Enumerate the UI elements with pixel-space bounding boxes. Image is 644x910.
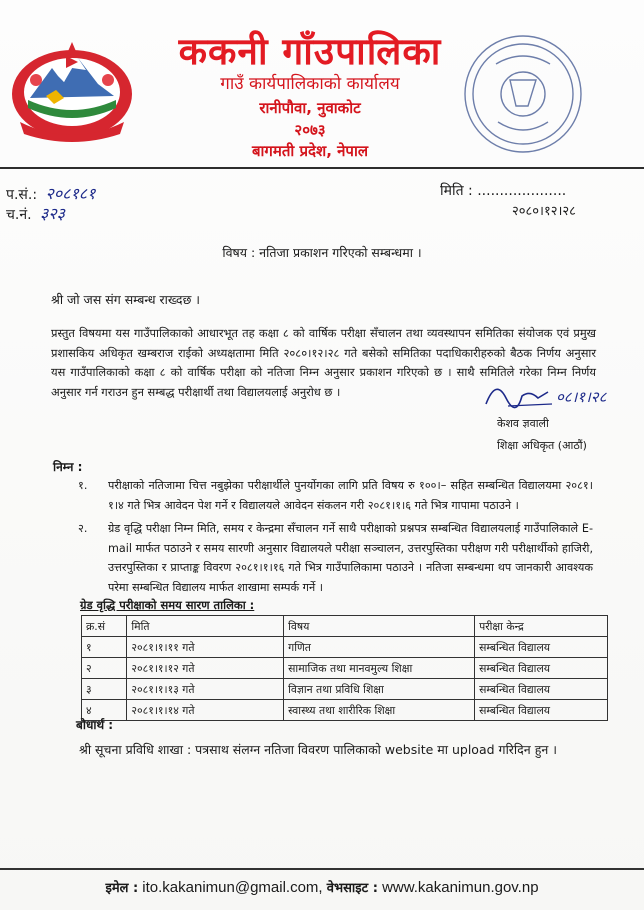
table-cell: सम्बन्धित विद्यालय (475, 679, 608, 700)
website-label: वेभसाइट : (326, 881, 378, 896)
dispatch-number-value: ३२३ (40, 204, 65, 223)
table-row (82, 637, 608, 658)
ref-number-value: २०८१८१ (45, 184, 96, 203)
table-cell: विज्ञान तथा प्रविधि शिक्षा (284, 679, 475, 700)
nepal-emblem-icon (6, 38, 138, 142)
table-header-cell: विषय (284, 616, 475, 637)
list-item-number: १. (78, 479, 88, 492)
table-cell: स्वास्थ्य तथा शारीरिक शिक्षा (284, 700, 475, 721)
date-value: २०८०।१२।२८ (512, 204, 576, 219)
established-year: २०७३ (294, 121, 326, 139)
office-name: गाउँ कार्यपालिकाको कार्यालय (220, 74, 400, 94)
table-header-cell: क्र.सं (82, 616, 127, 637)
schedule-caption: ग्रेड वृद्धि परीक्षाको समय सारण तालिका : (80, 598, 255, 612)
email-label: इमेल : (105, 881, 139, 896)
table-header-cell: परीक्षा केन्द्र (475, 616, 608, 637)
signatory-name: केशव ज्ञवाली (497, 417, 549, 430)
table-cell: १ (82, 637, 127, 658)
list-item-text: ग्रेड वृद्धि परीक्षा निम्न मिति, समय र केन्द्रमा सँचालन गर्ने साथै परीक्षाको प्रश्नपत्र सम्बन्धित विद्यालयलाई गाउँपालिकाले E-mail मार्फत पठाउने र समय सारणी अनुसार विद्यालयले परीक्षा सञ्चालन, उत्तरपुस्तिका परीक्षण गरी परीक्षार्थीको हाजिरी, उत्तरपुस्तिका र प्राप्ताङ्क विवरण २०८१।१।१६ गते भित्र गाउँपालिकामा पठाउने । नतिजा सम्बन्धमा थप जानकारी आवश्यक परेमा सम्बन्धित विद्यालय मार्फत शाखामा सम्पर्क गर्ने । (108, 522, 593, 594)
footer (0, 878, 644, 896)
office-address: रानीपौवा, नुवाकोट (259, 99, 361, 117)
signatory-title: शिक्षा अधिकृत (आठौं) (497, 439, 587, 452)
table-cell: २०८१।१।११ गते (127, 637, 284, 658)
table-header-row (82, 616, 608, 637)
cc-label: बोधार्थ : (76, 718, 114, 732)
municipality-title: ककनी गाँउपालिका (178, 30, 442, 73)
table-cell: सामाजिक तथा मानवमुल्य शिक्षा (284, 658, 475, 679)
table-cell: सम्बन्धित विद्यालय (475, 637, 608, 658)
ref-number-label: प.सं.: (6, 187, 38, 203)
table-cell: २०८१।१।१२ गते (127, 658, 284, 679)
letter-subject: विषय : नतिजा प्रकाशन गरिएको सम्बन्धमा । (222, 245, 422, 260)
header-divider (0, 167, 644, 169)
list-item (78, 519, 598, 599)
province-name: बागमती प्रदेश, नेपाल (251, 142, 369, 160)
table-cell: २ (82, 658, 127, 679)
list-item (78, 476, 598, 516)
footer-divider (0, 868, 644, 870)
list-item-text: परीक्षाको नतिजामा चित्त नबुझेका परीक्षार्थीले पुनर्योगका लागि प्रति विषय रु १००।– सहित सम्बन्धित विद्यालयमा २०८१।१।४ गते भित्र आवेदन पेश गर्ने र विद्यालयले आवेदन संकलन गरी २०८१।१।६ गते भित्र गापामा पठाउने । (108, 479, 593, 512)
dispatch-number-label: च.नं. (6, 207, 32, 223)
website-link[interactable]: www.kakanimun.gov.np (382, 879, 539, 896)
table-cell: ४ (82, 700, 127, 721)
table-cell: सम्बन्धित विद्यालय (475, 658, 608, 679)
list-item-number: २. (78, 522, 88, 535)
list-heading: निम्न : (53, 460, 83, 474)
handwritten-signature-icon (478, 368, 618, 418)
office-seal-stamp-icon (458, 30, 588, 158)
table-cell: २०८१।१।१४ गते (127, 700, 284, 721)
table-row (82, 658, 608, 679)
letter-salutation: श्री जो जस संग सम्बन्ध राख्दछ । (51, 292, 201, 307)
cc-notice: श्री सूचना प्रविधि शाखा : पत्रसाथ संलग्न नतिजा विवरण पालिकाको website मा upload गरिदिन हुन । (79, 742, 557, 757)
dispatch-number (6, 202, 65, 224)
table-cell: सम्बन्धित विद्यालय (475, 700, 608, 721)
letter-body-paragraph: प्रस्तुत विषयमा यस गाउँपालिकाको आधारभूत तह कक्षा ८ को वार्षिक परीक्षा सँचालन तथा व्यवस्थापन समितिका संयोजक एवं प्रमुख प्रशासकिय अधिकृत खम्बराज राईको अध्यक्षतामा मिति २०८०।१२।२८ गते बसेको समितिका पदाधिकारीहरुको बैठक निर्णय अनुसार यस गाउँपालिकाको कक्षा ८ को वार्षिक परीक्षा को नतिजा निम्न अनुसार प्रकाशन गरिएको छ । साथै समितिले गरेका निम्न निर्णय अनुसार गर्न गराउन हुन सम्बद्ध परीक्षार्थी तथा विद्यालयलाई अनुरोध छ । (51, 326, 596, 399)
email-link[interactable]: ito.kakanimun@gmail.com, (142, 879, 323, 896)
table-cell: २०८१।१।१३ गते (127, 679, 284, 700)
signature-date: ०८।१।२८ (556, 388, 607, 406)
table-cell: गणित (284, 637, 475, 658)
table-header-cell: मिति (127, 616, 284, 637)
table-row (82, 700, 608, 721)
table-cell: ३ (82, 679, 127, 700)
reference-number (6, 182, 95, 204)
schedule-table (81, 615, 608, 721)
date-label: मिति : .................... (440, 183, 567, 199)
table-row (82, 679, 608, 700)
